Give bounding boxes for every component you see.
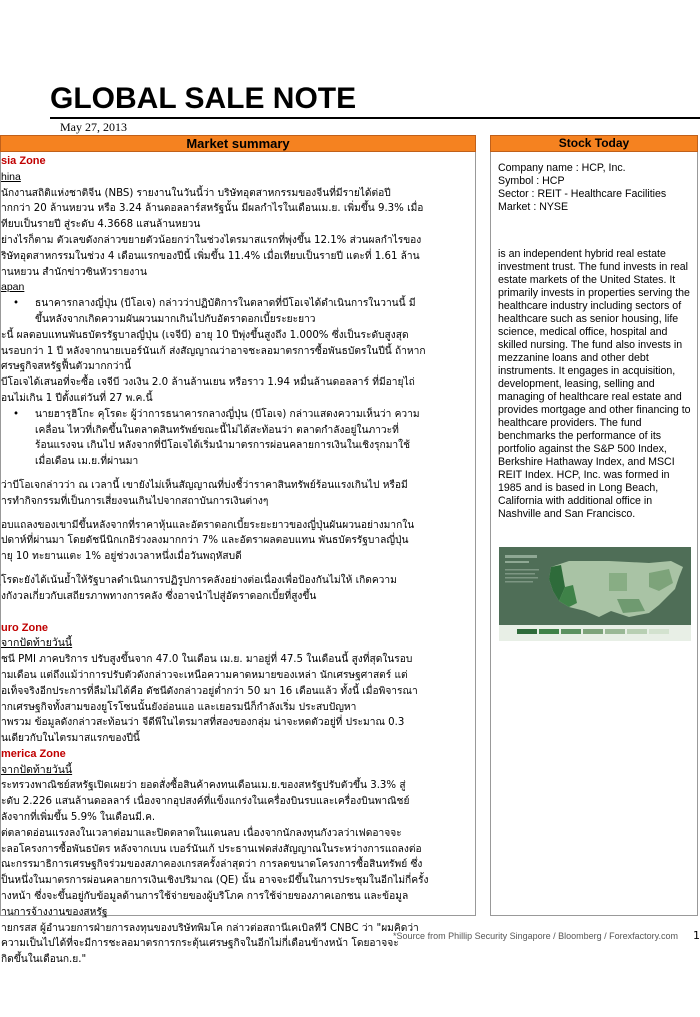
text-line: นเดียวกับในไตรมาสแรกของปีนี้: [1, 733, 140, 745]
text-line: ความเป็นไปได้ที่จะมีการชะลอมาตรการกระตุ้นเศรษฐกิจในอีกไม่กี่เดือนข้างหน้า โดยอาจจะ: [1, 938, 399, 950]
text-line: ว่าบีโอเจกล่าวว่า ณ เวลานี้ เขายังไม่เห็นสัญญาณที่บ่งชี้ว่าราคาสินทรัพย์ร้อนแรงเกินไป หรือมี: [1, 479, 408, 491]
market-summary-body: [0, 152, 476, 966]
document-title: GLOBAL SALE NOTE: [50, 82, 357, 115]
text-line: ทียบเป็นรายปี สู่ระดับ 4.3668 แสนล้านหยวน: [1, 219, 201, 231]
text-line: อเท็จจริงอีกประการที่ลืมไม่ได้คือ ดัชนีดังกล่าวอยู่ต่ำกว่า 50 มา 16 เดือนแล้ว ทั้งนี้ เมื่อพิจารณา: [1, 685, 418, 697]
china-text: [1, 186, 471, 281]
text-line: ากเศรษฐกิจทั้งสามของยูโรโซนนั้นยังอ่อนแอ และเยอรมนีก็กำลังเริ่ม ประสบปัญหา: [1, 701, 357, 713]
text-line: ร้อนแรงจน เกินไป หลังจากที่บีโอเจได้เริ่มนำมาตรการผ่อนคลายการเงินในเชิงรุกมาใช้: [35, 440, 411, 452]
text-line: านหยวน สำนักข่าวซินหัวรายงาน: [1, 266, 147, 278]
us-properties-map-image: [499, 547, 691, 641]
text-line: นักงานสถิติแห่งชาติจีน (NBS) รายงานในวันนี้ว่า บริษัทอุตสาหกรรมของจีนที่มีรายได้ต่อปี: [1, 187, 391, 199]
euro-subheading: จากปัดท้ายวันนี้: [1, 637, 73, 650]
spacer: [1, 565, 471, 573]
text-line: ปดาห์ที่ผ่านมา โดยดัชนีนิกเกอิร่วงลงมากกว่า 7% และอัตราผลตอบแทน พันธบัตรรัฐบาลญี่ปุ่น: [1, 535, 409, 547]
text-line: ารทำกิจกรรมที่เป็นการเสี่ยงจนเกินไปจากสถาบันการเงินต่างๆ: [1, 495, 269, 507]
company-name: Company name : HCP, Inc.: [498, 162, 626, 174]
text-line: กิดขึ้นในเดือนก.ย.": [1, 954, 87, 966]
text-line: ศรษฐกิจสหรัฐฟื้นตัวมากกว่านี้: [1, 361, 132, 373]
text-line: านการจ้างงานของสหรัฐ: [1, 906, 108, 918]
japan-text-2: [1, 478, 471, 510]
text-line: อนไม่เกิน 1 ปีตั้งแต่วันที่ 27 พ.ค.นี้: [1, 392, 153, 404]
text-line: เคลื่อน ไหวที่เกิดขึ้นในตลาดสินทรัพย์ขณะนี้ไม่ได้สะท้อนว่า ตลาดกำลังอยู่ในภาวะที่: [35, 424, 399, 436]
text-line: ป็นหนึ่งในมาตรการผ่อนคลายการเงินเชิงปริมาณ (QE) นั้น อาจจะมีขึ้นในการประชุมในอีกไม่กี่ครั้ง: [1, 875, 429, 887]
source-note: *Source from Phillip Security Singapore / Bloomberg / Forexfactory.com: [393, 931, 678, 941]
bullet-icon: •: [13, 298, 20, 310]
text-line: นรอบกว่า 1 ปี หลังจากนายเบอร์นันเก้ ส่งสัญญาณว่าอาจชะลอมาตรการซื้อพันธบัตรในปีนี้ ถ้าหาก: [1, 345, 426, 357]
text-line: เมื่อเดือน เม.ย.ที่ผ่านมา: [35, 456, 139, 468]
china-subheading: hina: [1, 170, 21, 183]
euro-zone-heading: uro Zone: [1, 621, 49, 634]
spacer: [1, 470, 471, 478]
america-zone-heading: merica Zone: [1, 747, 66, 760]
spacer: [1, 510, 471, 518]
japan-subheading: apan: [1, 281, 25, 294]
market-summary-header: Market summary: [0, 135, 476, 152]
stock-symbol: Symbol : HCP: [498, 175, 565, 187]
spacer: [1, 605, 471, 613]
text-line: ย่างไรก็ตาม ตัวเลขดังกล่าวขยายตัวน้อยกว่าในช่วงไตรมาสแรกที่พุ่งขึ้น 12.1% ส่วนผลกำไรของ: [1, 234, 422, 246]
stock-today-header: Stock Today: [490, 135, 698, 152]
japan-text: [1, 328, 471, 407]
text-line: ากกว่า 20 ล้านหยวน หรือ 3.24 ล้านดอลลาร์สหรัฐนั้น มีผลกำไรในเดือนเม.ย. เพิ่มขึ้น 9.3% เมื่อ: [1, 203, 424, 215]
text-line: างหน้า ซึ่งจะขึ้นอยู่กับข้อมูลด้านการใช้จ่ายของผู้บริโภค การใช้จ่ายของภาคเอกชน และข้อมูล: [1, 891, 409, 903]
text-line: ขึ้นหลังจากเกิดความผันผวนมากเกินไปกับอัตราดอกเบี้ยระยะยาว: [35, 313, 316, 325]
stock-market: Market : NYSE: [498, 201, 569, 213]
text-line: ริษัทอุตสาหกรรมในช่วง 4 เดือนแรกของปีนี้ เพิ่มขึ้น 11.4% เมื่อเทียบเป็นรายปี แตะที่ 1.61 ล้าน: [1, 250, 420, 262]
asia-zone-heading: sia Zone: [1, 155, 46, 167]
spacer: [1, 613, 471, 621]
us-map-icon: [499, 547, 691, 641]
text-line: นายฮารุฮิโกะ คุโรดะ ผู้ว่าการธนาคารกลางญี่ปุ่น (บีโอเจ) กล่าวแสดงความเห็นว่า ความ: [35, 408, 420, 420]
japan-bullet-2: [1, 407, 471, 470]
text-line: ะดับ 2.226 แสนล้านดอลลาร์ เนื่องจากอุปสงค์ที่แข็งแกร่งในเครื่องบินรบและเครื่องบินพาณิชย์: [1, 796, 410, 808]
title-rule: [50, 117, 700, 119]
text-line: ะนี้ ผลตอบแทนพันธบัตรรัฐบาลญี่ปุ่น (เจจีบี) อายุ 10 ปีพุ่งขึ้นสูงถึง 1.000% ซึ่งเป็นระดับสูงสุด: [1, 329, 409, 341]
company-description: is an independent hybrid real estate investment trust. The fund invests in real estate markets of the United States. It primarily invests in properties serving the healthcare industry including sectors of healthcare such as senior housing, life science, medical office, hospital and skilled nursing. The fund also invests in mezzanine loans and other debt instruments. It engages in acquisition, development, leasing, selling and managing of healthcare real estate and provides mortgage and other financing to healthcare providers. The fund benchmarks the performance of its portfolio against the S&P 500 Index, Berkshire Hathaway Index, and MSCI REIT Index. HCP, Inc. was formed in 1985 and is based in Long Beach, California with additional office in Nashville and San Francisco.: [498, 248, 691, 520]
text-line: งกังวลเกี่ยวกับเสถียรภาพทางการคลัง ซึ่งอาจนำไปสู่อัตราดอกเบี้ยที่สูงขึ้น: [1, 590, 317, 602]
japan-text-4: [1, 573, 471, 605]
text-line: ลังจากที่เพิ่มขึ้น 5.9% ในเดือนมี.ค.: [1, 812, 156, 824]
text-line: ชนี PMI ภาคบริการ ปรับสูงขึ้นจาก 47.0 ในเดือน เม.ย. มาอยู่ที่ 47.5 ในเดือนนี้ สูงที่สุดในรอบ: [1, 654, 413, 666]
euro-text: [1, 652, 471, 747]
text-line: อบแถลงของเขามีขึ้นหลังจากที่ราคาหุ้นและอัตราดอกเบี้ยระยะยาวของญี่ปุ่นผันผวนอย่างมากใน: [1, 519, 415, 531]
text-line: าพรวม ข้อมูลดังกล่าวสะท้อนว่า จีดีพีในไตรมาสที่สองของกลุ่ม น่าจะหดตัวอยู่ที่ ประมาณ 0.3: [1, 717, 405, 729]
text-line: ุโรดะยังได้เน้นย้ำให้รัฐบาลดำเนินการปฏิรูปการคลังอย่างต่อเนื่องเพื่อป้องกันไม่ให้ เกิดความ: [1, 574, 397, 586]
japan-text-3: [1, 518, 471, 565]
japan-bullet-1: [1, 296, 471, 328]
bullet-icon: •: [13, 408, 20, 420]
america-subheading: จากปัดท้ายวันนี้: [1, 763, 73, 776]
stock-sector: Sector : REIT - Healthcare Facilities: [498, 188, 667, 200]
text-line: ายุ 10 ทะยานแตะ 1% อยู่ช่วงเวลาหนึ่งเมื่อวันพฤหัสบดี: [1, 551, 242, 563]
text-line: ต่ตลาดอ่อนแรงลงในเวลาต่อมาและปิดตลาดในแดนลบ เนื่องจากนักลงทุนกังวลว่าเฟดอาจจะ: [1, 827, 402, 839]
text-line: บีโอเจได้เสนอที่จะซื้อ เจจีบี วงเงิน 2.0 ล้านล้านเยน หรือราว 1.94 หมื่นล้านดอลลาร์ ที่มีอายุไถ่: [1, 377, 415, 389]
stock-today-body: [490, 152, 698, 916]
page-number: 1: [693, 929, 700, 942]
text-line: ามเดือน แต่ถึงแม้ว่าการปรับตัวดังกล่าวจะเหนือความคาดหมายของเหล่า นักเศรษฐศาสตร์ แต่: [1, 669, 408, 681]
text-line: ายกรสส ผู้อำนวยการฝ่ายการลงทุนของบริษัทพิมโค กล่าวต่อสถานีเคเบิลทีวี CNBC ว่า "ผมคิดว่า: [1, 922, 419, 934]
text-line: ระทรวงพาณิชย์สหรัฐเปิดเผยว่า ยอดสั่งซื้อสินค้าคงทนเดือนเม.ย.ของสหรัฐปรับตัวขึ้น 3.3% สู่: [1, 780, 406, 792]
report-date: May 27, 2013: [60, 120, 127, 134]
stock-info: [498, 162, 691, 214]
text-line: ณะกรรมาธิการเศรษฐกิจร่วมของสภาคองเกรสครั้งล่าสุดว่า การลดขนาดโครงการซื้อสินทรัพย์ ซึ่ง: [1, 859, 423, 871]
text-line: ะลอโครงการซื้อพันธบัตร หลังจากเบน เบอร์นันเก้ ประธานเฟดส่งสัญญาณในระหว่างการแถลงต่อ: [1, 843, 422, 855]
text-line: ธนาคารกลางญี่ปุ่น (บีโอเจ) กล่าวว่าปฏิบัติการในตลาดที่บีโอเจได้ดำเนินการในวานนี้ มี: [35, 298, 416, 310]
